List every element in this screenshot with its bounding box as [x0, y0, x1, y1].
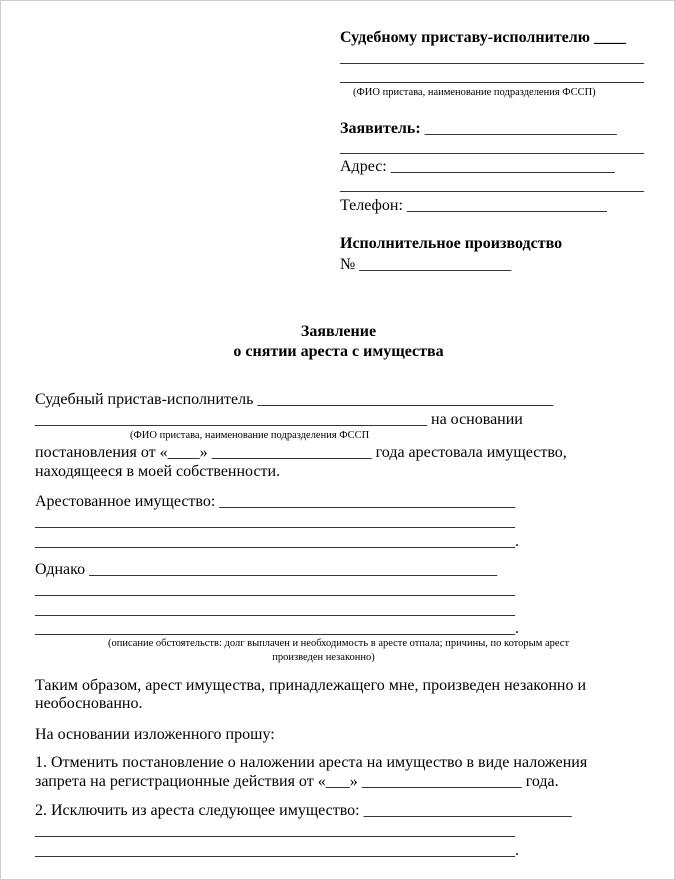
p3-caption-2: произведен незаконно)	[272, 652, 375, 663]
addressee-blank-line-1: ______________________________________	[340, 49, 644, 66]
item1-line-1: 1. Отменить постановление о наложении ареста на имущество в виде наложения	[35, 754, 588, 771]
p5-line: На основании изложенного прошу:	[35, 726, 275, 743]
p3-line-2: ____________________________________________________________	[35, 581, 515, 598]
p2-line-2: ____________________________________________________________	[35, 513, 515, 530]
item2-line-2: ____________________________________________________________	[35, 822, 515, 839]
p1-line-1: Судебный пристав-исполнитель _____________________________________	[35, 391, 554, 408]
p3-line-3: ____________________________________________________________	[35, 601, 515, 618]
document-subtitle: о снятии ареста с имущества	[233, 343, 444, 360]
addressee-blank-line-2: ______________________________________	[340, 68, 644, 85]
p1-caption: (ФИО пристава, наименование подразделения ФССП	[130, 430, 370, 441]
applicant-blank: ________________________	[424, 120, 617, 137]
addressee-label: Судебному приставу-исполнителю ____	[340, 29, 626, 46]
phone-line: Телефон: _________________________	[340, 197, 607, 214]
applicant-label: Заявитель:	[340, 120, 425, 137]
p1-line-4: находящееся в моей собственности.	[35, 463, 281, 480]
applicant-blank-line-2: ______________________________________	[340, 139, 644, 156]
item2-line-1: 2. Исключить из ареста следующее имущество: __________________________	[35, 802, 572, 819]
p4-line-1: Таким образом, арест имущества, принадлежащего мне, произведен незаконно и	[35, 677, 587, 694]
p1-line-3: постановления от «____» ____________________ года арестовала имущество,	[35, 444, 567, 461]
addressee-caption: (ФИО пристава, наименование подразделения ФССП)	[353, 87, 596, 98]
p4-line-2: необоснованно.	[35, 695, 143, 712]
p3-line-4: ____________________________________________________________.	[35, 620, 519, 637]
p1-line-2: _________________________________________________ на основании	[35, 411, 523, 428]
p3-line-1: Однако ___________________________________________________	[35, 561, 498, 578]
proceedings-title: Исполнительное производство	[340, 235, 563, 252]
proceedings-number: № ___________________	[340, 256, 512, 273]
address-blank-line-2: ______________________________________	[340, 177, 644, 194]
p3-caption-1: (описание обстоятельств: долг выплачен и необходимость в аресте отпала; причины, по которым арест	[107, 638, 570, 649]
item2-line-3: ____________________________________________________________.	[35, 842, 519, 859]
address-line: Адрес: ____________________________	[340, 158, 615, 175]
p2-line-1: Арестованное имущество: _____________________________________	[35, 493, 516, 510]
document-title: Заявление	[300, 323, 377, 340]
p2-line-3: ____________________________________________________________.	[35, 533, 519, 550]
item1-line-2: запрета на регистрационные действия от «___» ____________________ года.	[35, 773, 559, 790]
applicant-line	[340, 119, 617, 139]
